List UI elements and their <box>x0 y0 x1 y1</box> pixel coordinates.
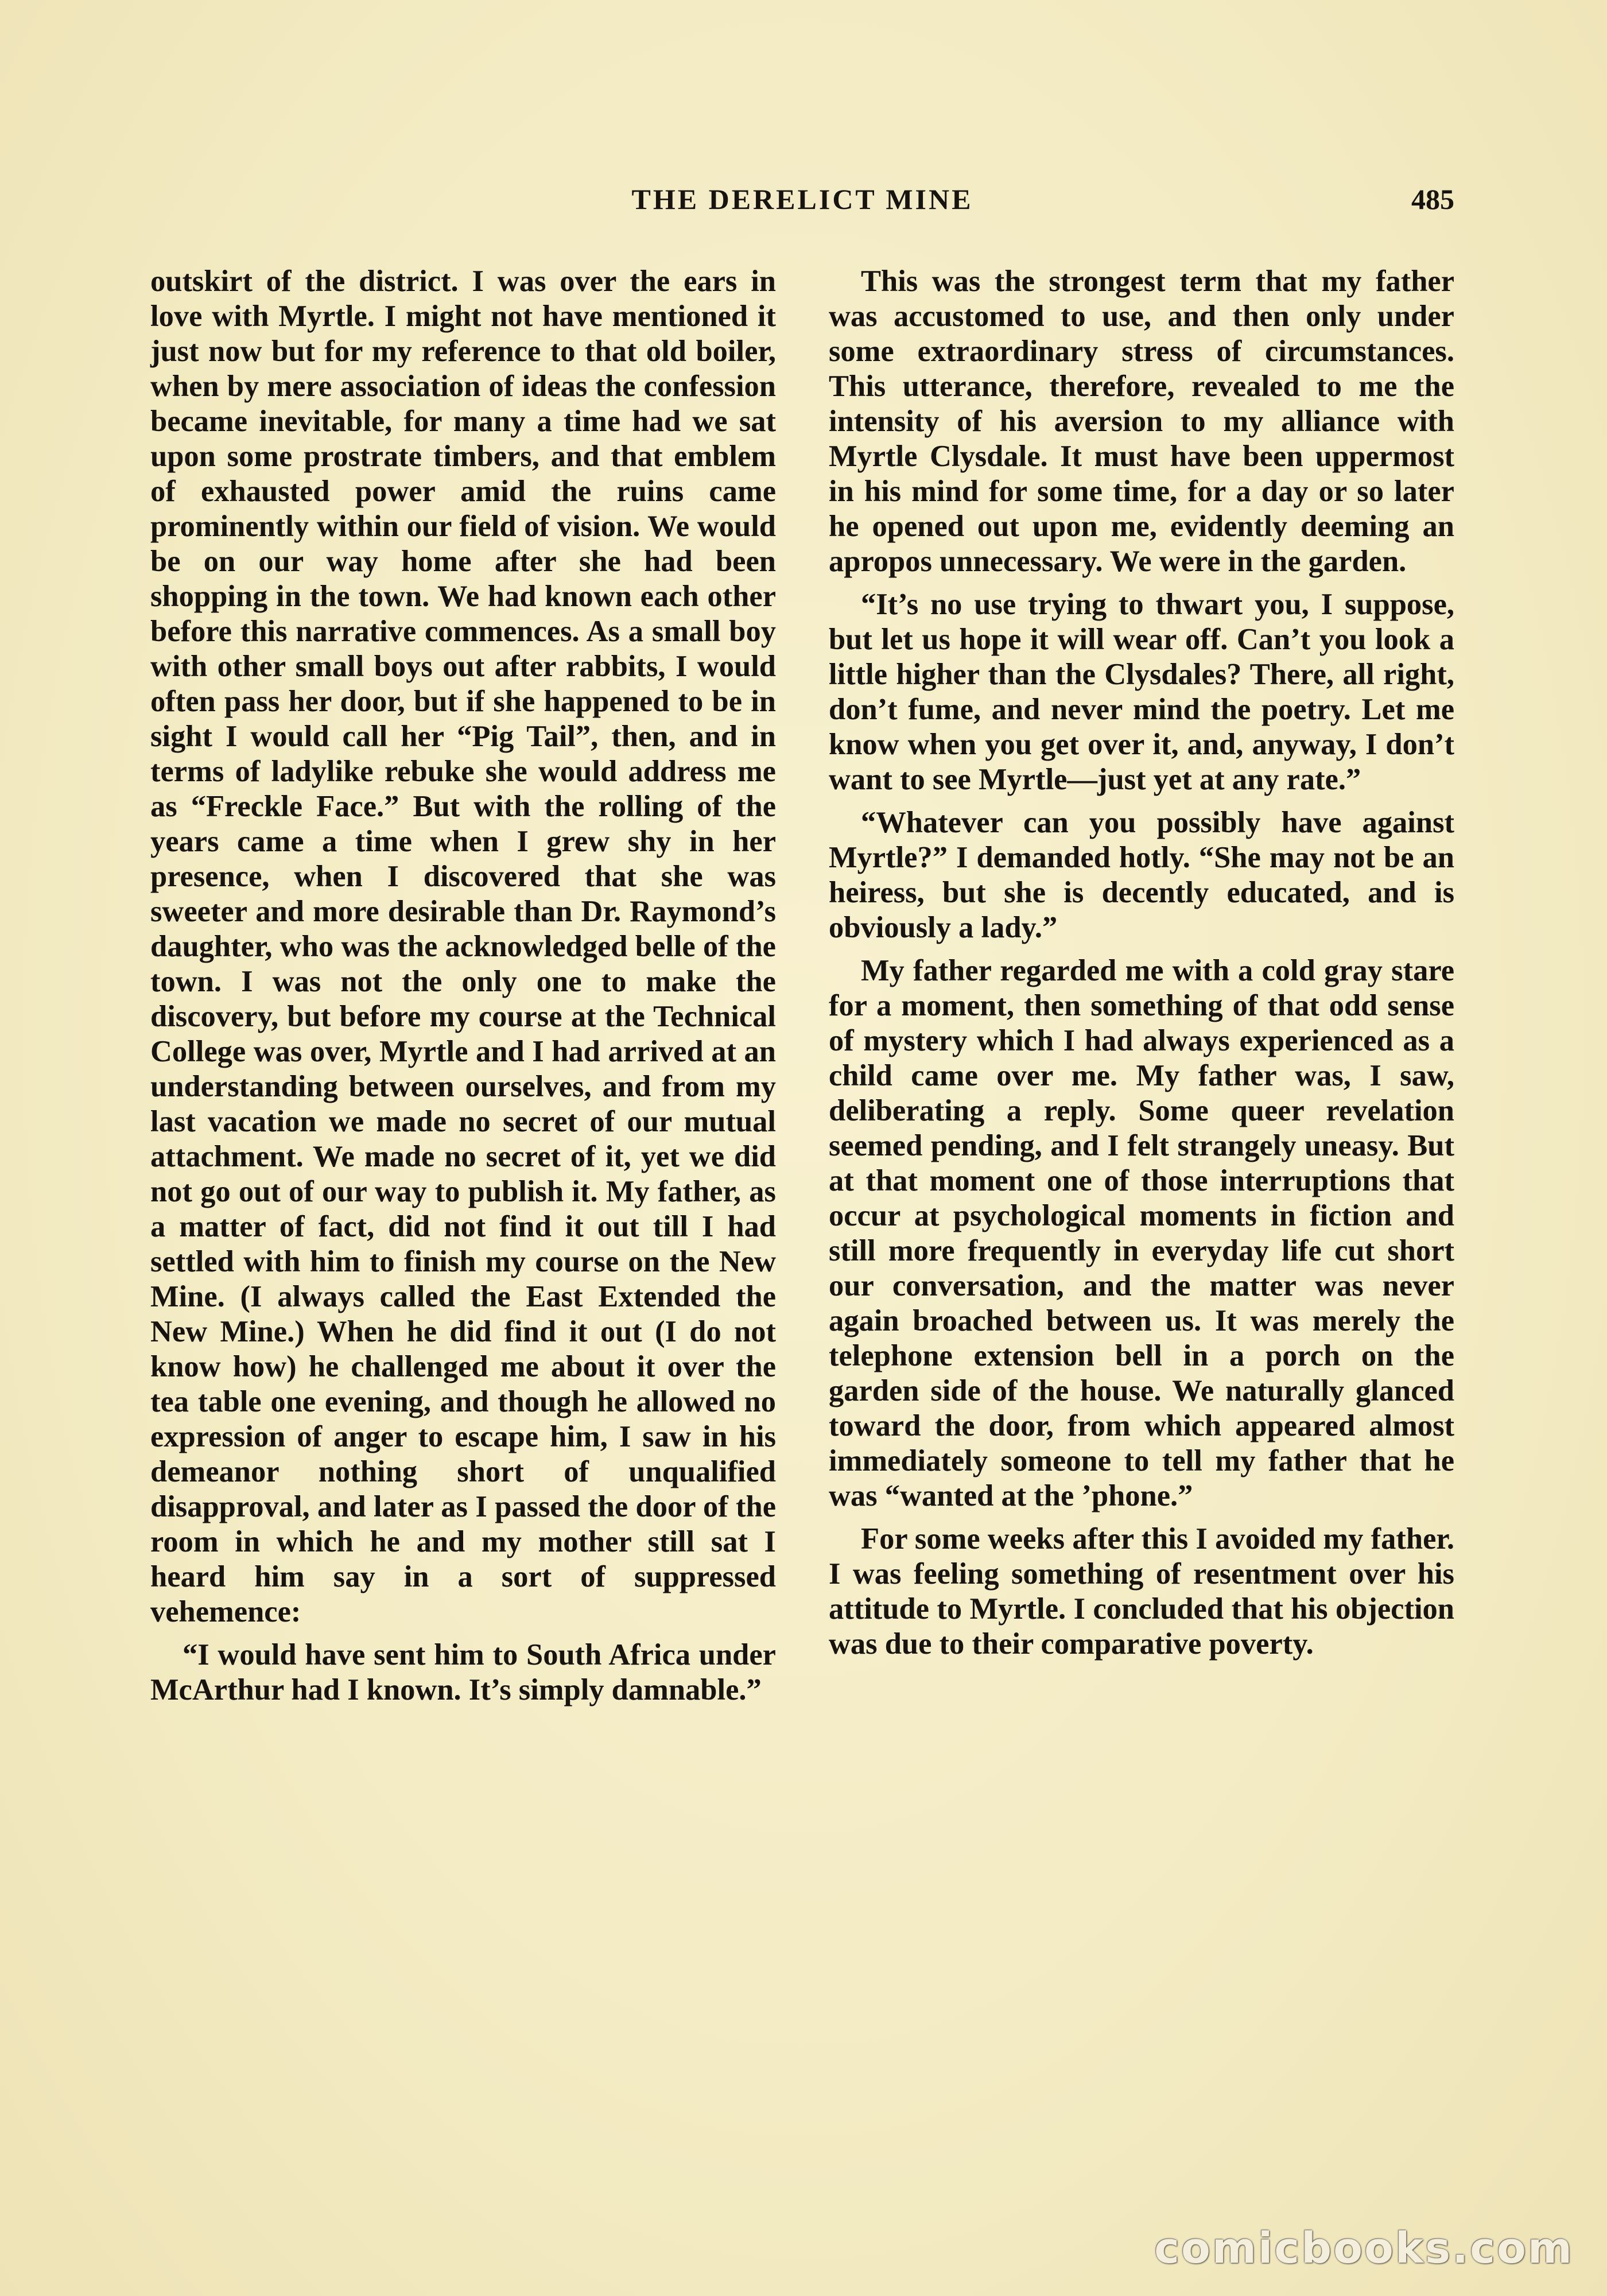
right-column <box>829 264 1454 1670</box>
left-paragraph-2: “I would have sent him to South Africa under McArthur had I known. It’s simply damnable.” <box>150 1638 776 1707</box>
watermark: comicbooks.com <box>1154 2224 1574 2273</box>
right-paragraph-1: This was the strongest term that my father was accustomed to use, and then only under some extraordinary stress of circumstances. This utterance, therefore, revealed to me the intensity of his aversion to my alliance with Myrtle Clysdale. It must have been uppermost in his mind for some time, for a day or so later he opened out upon me, evidently deeming an apropos unnecessary. We were in the garden. <box>829 265 1454 578</box>
page-number: 485 <box>1411 183 1454 215</box>
left-column <box>150 264 776 1716</box>
running-head <box>150 183 1454 223</box>
right-paragraph-2: “It’s no use trying to thwart you, I suppose, but let us hope it will wear off. Can’t you look a little higher than the Clysdales? There, all right, don’t fume, and never mind the poetry. Let me know when you get over it, and, anyway, I don’t want to see Myrtle—just yet at any rate.” <box>829 588 1454 796</box>
right-paragraph-5: For some weeks after this I avoided my father. I was feeling something of resentment over his attitude to Myrtle. I concluded that his objection was due to their comparative poverty. <box>829 1522 1454 1661</box>
right-paragraph-4: My father regarded me with a cold gray stare for a moment, then something of that odd sense of mystery which I had always experienced as a child came over me. My father was, I saw, deliberating a reply. Some queer revelation seemed pending, and I felt strangely uneasy. But at that moment one of those interruptions that occur at psychological moments in fiction and still more frequently in everyday life cut short our conversation, and the matter was never again broached between us. It was merely the telephone extension bell in a porch on the garden side of the house. We naturally glanced toward the door, from which appeared almost immediately someone to tell my father that he was “wanted at the ’phone.” <box>829 954 1454 1512</box>
left-paragraph-1: outskirt of the district. I was over the ears in love with Myrtle. I might not have mentioned it just now but for my reference to that old boiler, when by mere association of ideas the confession became inevitable, for many a time had we sat upon some prostrate timbers, and that emblem of exhausted power amid the ruins came prominently within our field of vision. We would be on our way home after she had been shopping in the town. We had known each other before this narrative commences. As a small boy with other small boys out after rabbits, I would often pass her door, but if she happened to be in sight I would call her “Pig Tail”, then, and in terms of ladylike rebuke she would address me as “Freckle Face.” But with the rolling of the years came a time when I grew shy in her presence, when I discovered that she was sweeter and more desirable than Dr. Raymond’s daughter, who was the acknowledged belle of the town. I was not the only one to make the discovery, but before my course at the Technical College was over, Myrtle and I had arrived at an understanding between ourselves, and from my last vacation we made no secret of our mutual attachment. We made no secret of it, yet we did not go out of our way to publish it. My father, as a matter of fact, did not find it out till I had settled with him to finish my course on the New Mine. (I always called the East Extended the New Mine.) When he did find it out (I do not know how) he challenged me about it over the tea table one evening, and though he allowed no expression of anger to escape him, I saw in his demeanor nothing short of unqualified disapproval, and later as I passed the door of the room in which he and my mother still sat I heard him say in a sort of suppressed vehemence: <box>150 265 776 1628</box>
running-title: THE DERELICT MINE <box>631 183 973 215</box>
right-paragraph-3: “Whatever can you possibly have against Myrtle?” I demanded hotly. “She may not be an heiress, but she is decently educated, and is obviously a lady.” <box>829 806 1454 944</box>
